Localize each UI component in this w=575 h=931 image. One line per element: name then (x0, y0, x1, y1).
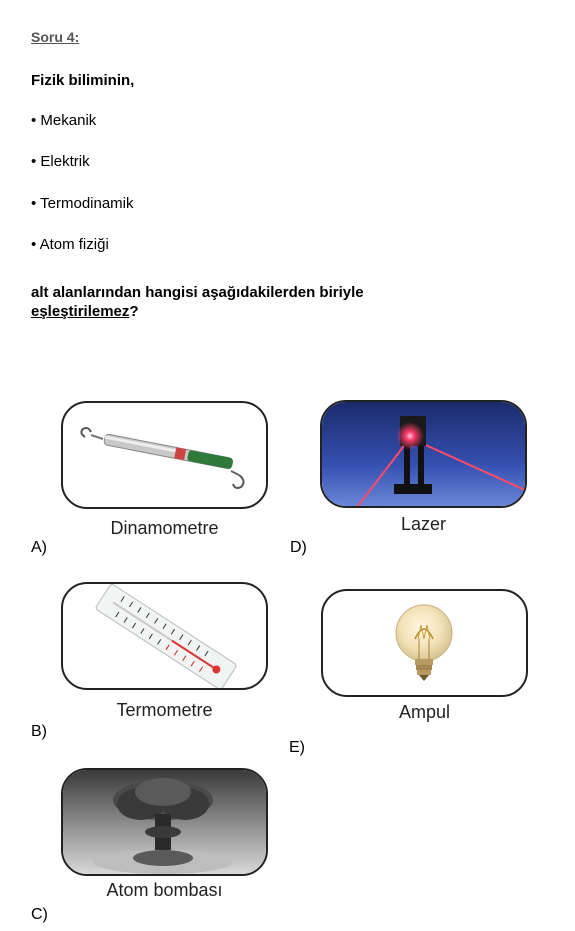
question-stem: Fizik biliminin, (31, 72, 135, 89)
option-a-letter[interactable]: A) (31, 539, 47, 556)
option-c-image-card[interactable] (61, 768, 268, 876)
option-b-caption: Termometre (116, 700, 213, 720)
option-b-letter[interactable]: B) (31, 723, 47, 740)
mushroom-cloud-icon (63, 770, 266, 874)
option-e-letter[interactable]: E) (289, 739, 305, 756)
option-d-caption: Lazer (400, 514, 447, 534)
option-c-caption: Atom bombası (106, 880, 223, 900)
option-c-letter[interactable]: C) (31, 906, 48, 923)
spring-scale-icon (63, 403, 266, 507)
thermometer-icon (63, 584, 266, 688)
option-d-image-card[interactable] (320, 400, 527, 508)
option-a-caption: Dinamometre (110, 518, 219, 538)
question-prompt-emphasis: eşleştirilemez (31, 303, 130, 320)
question-prompt (31, 283, 531, 321)
laser-icon (322, 402, 525, 506)
light-bulb-icon (323, 591, 526, 695)
option-d-letter[interactable]: D) (290, 539, 307, 556)
bullet-item: • Atom fiziği (31, 236, 109, 253)
question-prompt-text: alt alanlarından hangisi aşağıdakilerden biriyle (31, 284, 364, 301)
bullet-item: • Elektrik (31, 153, 90, 170)
option-a-image-card[interactable] (61, 401, 268, 509)
option-e-caption: Ampul (398, 702, 451, 722)
question-number: Soru 4: (31, 29, 80, 45)
question-mark: ? (129, 303, 139, 320)
option-b-image-card[interactable] (61, 582, 268, 690)
option-e-image-card[interactable] (321, 589, 528, 697)
bullet-item: • Mekanik (31, 112, 97, 129)
bullet-item: • Termodinamik (31, 195, 134, 212)
